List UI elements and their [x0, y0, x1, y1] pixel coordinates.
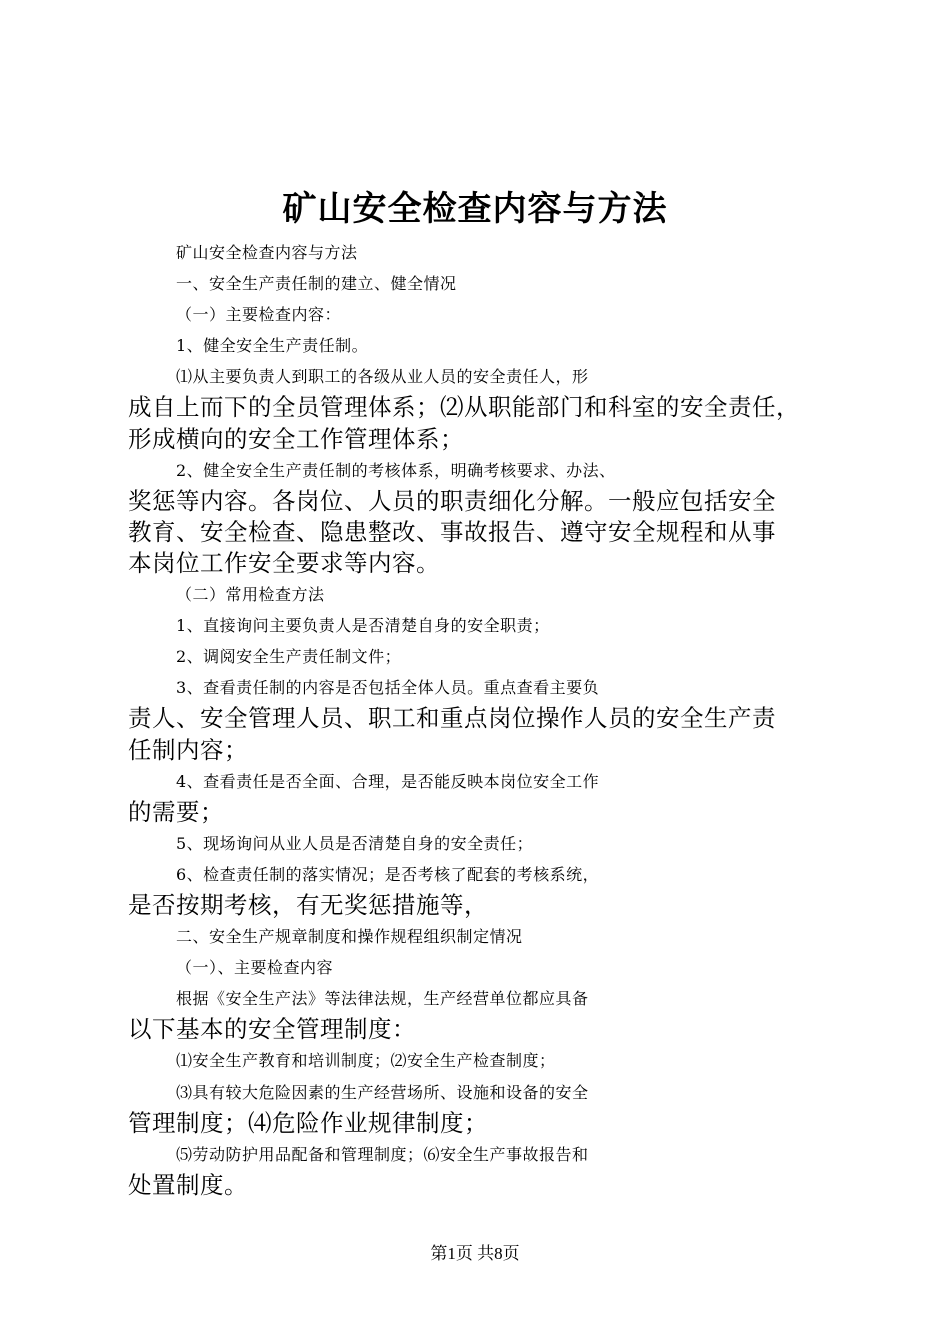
text-line: 矿山安全检查内容与方法 — [176, 243, 358, 262]
subsection-heading — [128, 952, 832, 983]
text-line: 2、健全安全生产责任制的考核体系，明确考核要求、办法、 — [176, 460, 616, 480]
text-line: ⑴安全生产教育和培训制度；⑵安全生产检查制度； — [176, 1051, 556, 1071]
text-line: 根据《安全生产法》等法律法规，生产经营单位都应具备 — [176, 989, 589, 1009]
paragraph — [128, 983, 832, 1045]
text-line: 是否按期考核，有无奖惩措施等， — [128, 890, 488, 919]
subsection-heading — [128, 579, 832, 610]
text-line: 责人、安全管理人员、职工和重点岗位操作人员的安全生产责 — [128, 704, 776, 733]
paragraph — [128, 1077, 832, 1139]
section-heading — [128, 921, 832, 952]
text-line: 3、查看责任制的内容是否包括全体人员。重点查看主要负 — [176, 678, 600, 698]
text-line: ⑴从主要负责人到职工的各级从业人员的安全责任人，形 — [176, 367, 589, 387]
paragraph — [128, 361, 832, 454]
text-line: 1、直接询问主要负责人是否清楚自身的安全职责； — [176, 616, 550, 636]
text-line: （二）常用检查方法 — [176, 585, 325, 605]
text-line: 4、查看责任是否全面、合理，是否能反映本岗位安全工作 — [176, 771, 600, 791]
paragraph — [128, 672, 832, 765]
text-line: 成自上而下的全员管理体系；⑵从职能部门和科室的安全责任， — [128, 393, 800, 422]
paragraph — [128, 455, 832, 579]
text-line: 6、检查责任制的落实情况；是否考核了配套的考核系统， — [176, 864, 600, 884]
text-line: 以下基本的安全管理制度： — [128, 1015, 416, 1044]
text-line: 奖惩等内容。各岗位、人员的职责细化分解。一般应包括安全 — [128, 486, 776, 515]
subsection-heading — [128, 299, 832, 330]
paragraph — [128, 859, 832, 921]
text-line: 二、安全生产规章制度和操作规程组织制定情况 — [176, 927, 523, 947]
paragraph — [128, 641, 832, 672]
paragraph — [128, 330, 832, 361]
text-line: 管理制度；⑷危险作业规律制度； — [128, 1108, 488, 1137]
text-line: （一）主要检查内容： — [176, 305, 342, 325]
paragraph — [128, 828, 832, 859]
section-heading — [128, 268, 832, 299]
document-body — [128, 237, 832, 1201]
text-line: ⑸劳动防护用品配备和管理制度；⑹安全生产事故报告和 — [176, 1144, 589, 1164]
page-title: 矿山安全检查内容与方法 — [282, 189, 668, 229]
text-line: 一、安全生产责任制的建立、健全情况 — [176, 274, 457, 294]
paragraph — [128, 610, 832, 641]
page-number-footer: 第1页 共8页 — [430, 1244, 520, 1263]
text-line: 教育、安全检查、隐患整改、事故报告、遵守安全规程和从事 — [128, 517, 776, 546]
text-line: ⑶具有较大危险因素的生产经营场所、设施和设备的安全 — [176, 1082, 589, 1102]
text-line: 任制内容； — [128, 735, 248, 764]
paragraph — [128, 766, 832, 828]
text-line: 2、调阅安全生产责任制文件； — [176, 647, 402, 667]
text-line: （一）、主要检查内容 — [176, 958, 334, 978]
paragraph — [128, 1045, 832, 1076]
text-line: 处置制度。 — [128, 1170, 248, 1199]
paragraph — [128, 1139, 832, 1201]
text-line: 的需要； — [128, 797, 224, 826]
text-line: 5、现场询问从业人员是否清楚自身的安全责任； — [176, 833, 534, 853]
text-line: 形成横向的安全工作管理体系； — [128, 424, 464, 453]
text-line: 1、健全安全生产责任制。 — [176, 336, 369, 356]
paragraph — [128, 237, 832, 268]
text-line: 本岗位工作安全要求等内容。 — [128, 548, 440, 577]
